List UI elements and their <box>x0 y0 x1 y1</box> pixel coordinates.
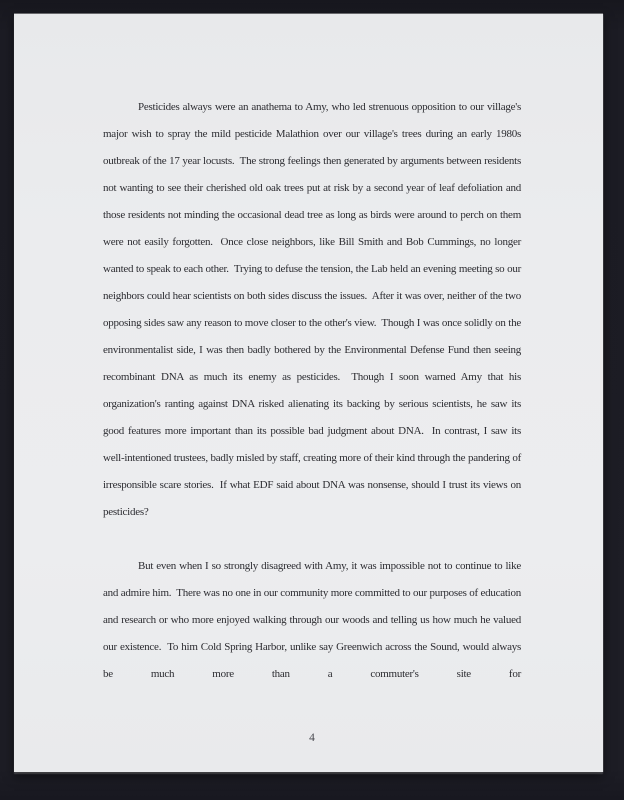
paragraph-2: But even when I so strongly disagreed with Amy, it was impossible not to continue to like and admire him. There was no one in our community more committed to our purposes of education and research or who more enjoyed walking through our woods and telling us how much he valued our existence. To him Cold Spring Harbor, unlike say Greenwich across the Sound, would always be much more than a commuter's site for <box>103 560 524 680</box>
page-number: 4 <box>309 732 315 744</box>
page-body <box>103 94 524 688</box>
document-page <box>14 14 603 772</box>
paragraph-1: Pesticides always were an anathema to Amy, who led strenuous opposition to our village's major wish to spray the mild pesticide Malathion over our village's trees during an early 1980s outbreak of the 17 year locusts. The strong feelings then generated by arguments between residents not wanting to see their cherished old oak trees put at risk by a second year of leaf defoliation and those residents not minding the occasional dead tree as long as birds were around to perch on them were not easily forgotten. Once close neighbors, like Bill Smith and Bob Cummings, no longer wanted to speak to each other. Trying to defuse the tension, the Lab held an evening meeting so our neighbors could hear scientists on both sides discuss the issues. After it was over, neither of the two opposing sides saw any reason to move closer to the other's view. Though I was once solidly on the environmentalist side, I was then badly bothered by the Environmental Defense Fund then seeing recombinant DNA as much its enemy as pesticides. Though I soon warned Amy that his organization's ranting against DNA risked alienating its backing by serious scientists, he saw its good features more important than its possible bad judgment about DNA. In contrast, I saw its well-intentioned trustees, badly misled by staff, creating more of their kind through the pandering of irresponsible scare stories. If what EDF said about DNA was nonsense, should I trust its views on pesticides? <box>103 101 524 518</box>
